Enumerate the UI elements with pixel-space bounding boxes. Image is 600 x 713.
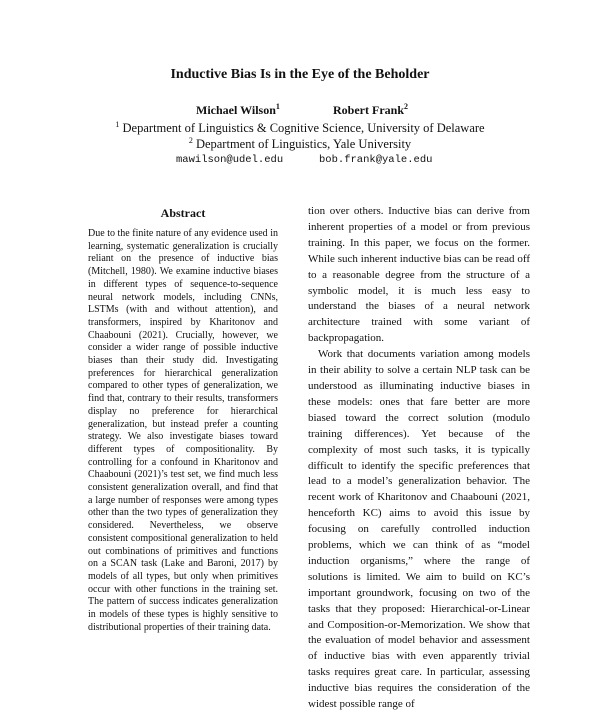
affiliation-mark: 2 — [188, 136, 193, 145]
affiliation-1 — [0, 120, 600, 136]
body-text — [308, 204, 530, 711]
affiliation-2 — [0, 136, 600, 152]
body-paragraph: Work that documents variation among models in their ability to solve a certain NLP task can be understood as illuminating inductive biases in these models: ones that fare better are more biased toward the correct solution (modulo training differences). Yet because of the complexity of most such tasks, it is typically difficult to identify the specific preferences that lead to a model’s generalization behavior. The recent work of Kharitonov and Chaabouni (2021, henceforth KC) aims to avoid this issue by focusing on carefully controlled induction problems, which we can think of as “model induction organisms,” where the range of solutions is limited. We aim to build on KC’s important groundwork, focusing on two of the tasks that they proposed: Hierarchical-or-Linear and Composition-or-Memorization. We show that the evaluation of model behavior and assessment of inductive bias with even apparently trivial tasks requires great care. In particular, assessing inductive bias requires the consideration of the widest possible range of — [308, 348, 530, 711]
affiliation-mark: 1 — [115, 120, 120, 129]
abstract-heading: Abstract — [160, 206, 206, 220]
body-paragraph: tion over others. Inductive bias can derive from inherent properties of a model or from previous training. In this paper, we focus on the former. While such inherent inductive bias can be read off to a reasonable degree from the structure of a symbolic model, it is much less easy to understand the biases of a neural network architecture trained with some variant of backpropagation. — [308, 205, 530, 345]
email-wilson: mawilson@udel.edu — [176, 154, 284, 166]
author-name: Michael Wilson — [196, 103, 276, 117]
author-affil-mark: 1 — [275, 102, 280, 111]
author-name: Robert Frank — [333, 103, 404, 117]
author-affil-mark: 2 — [404, 102, 408, 111]
paper-title: Inductive Bias Is in the Eye of the Beholder — [170, 67, 430, 82]
affiliation-text: Department of Linguistics, Yale University — [195, 137, 412, 151]
author-wilson — [196, 102, 280, 118]
affiliation-text: Department of Linguistics & Cognitive Science, University of Delaware — [122, 121, 485, 135]
abstract-text: Due to the finite nature of any evidence used in learning, systematic generalization is crucially reliant on the presence of inductive bias (Mitchell, 1980). We examine inductive biases in different types of sequence-to-sequence neural network models, including CNNs, LSTMs (with and without attention), and transformers, inspired by Kharitonov and Chaabouni (2021). Crucially, however, we consider a wider range of possible inductive biases than their study did. Investigating preferences for hierarchical generalization compared to other types of generalization, we find that, contrary to their results, transformers display no preference for hierarchical generalization, but instead prefer a counting strategy. We also investigate biases toward different types of compositionality. By controlling for a confound in Kharitonov and Chaabouni (2021)’s test set, we find much less consistent generalization overall, and find that a large number of responses were among types other than the two types of generalization they considered. Nevertheless, we observe consistent compositional generalization to held out combinations of primitives and functions on a SCAN task (Lake and Baroni, 2017) by models of all types, but only when primitives occur with other functions in the training set. The pattern of success indicates generalization in models of these types is highly sensitive to distributional properties of their training data. — [88, 228, 278, 633]
author-frank — [333, 102, 408, 118]
email-frank: bob.frank@yale.edu — [319, 154, 433, 166]
